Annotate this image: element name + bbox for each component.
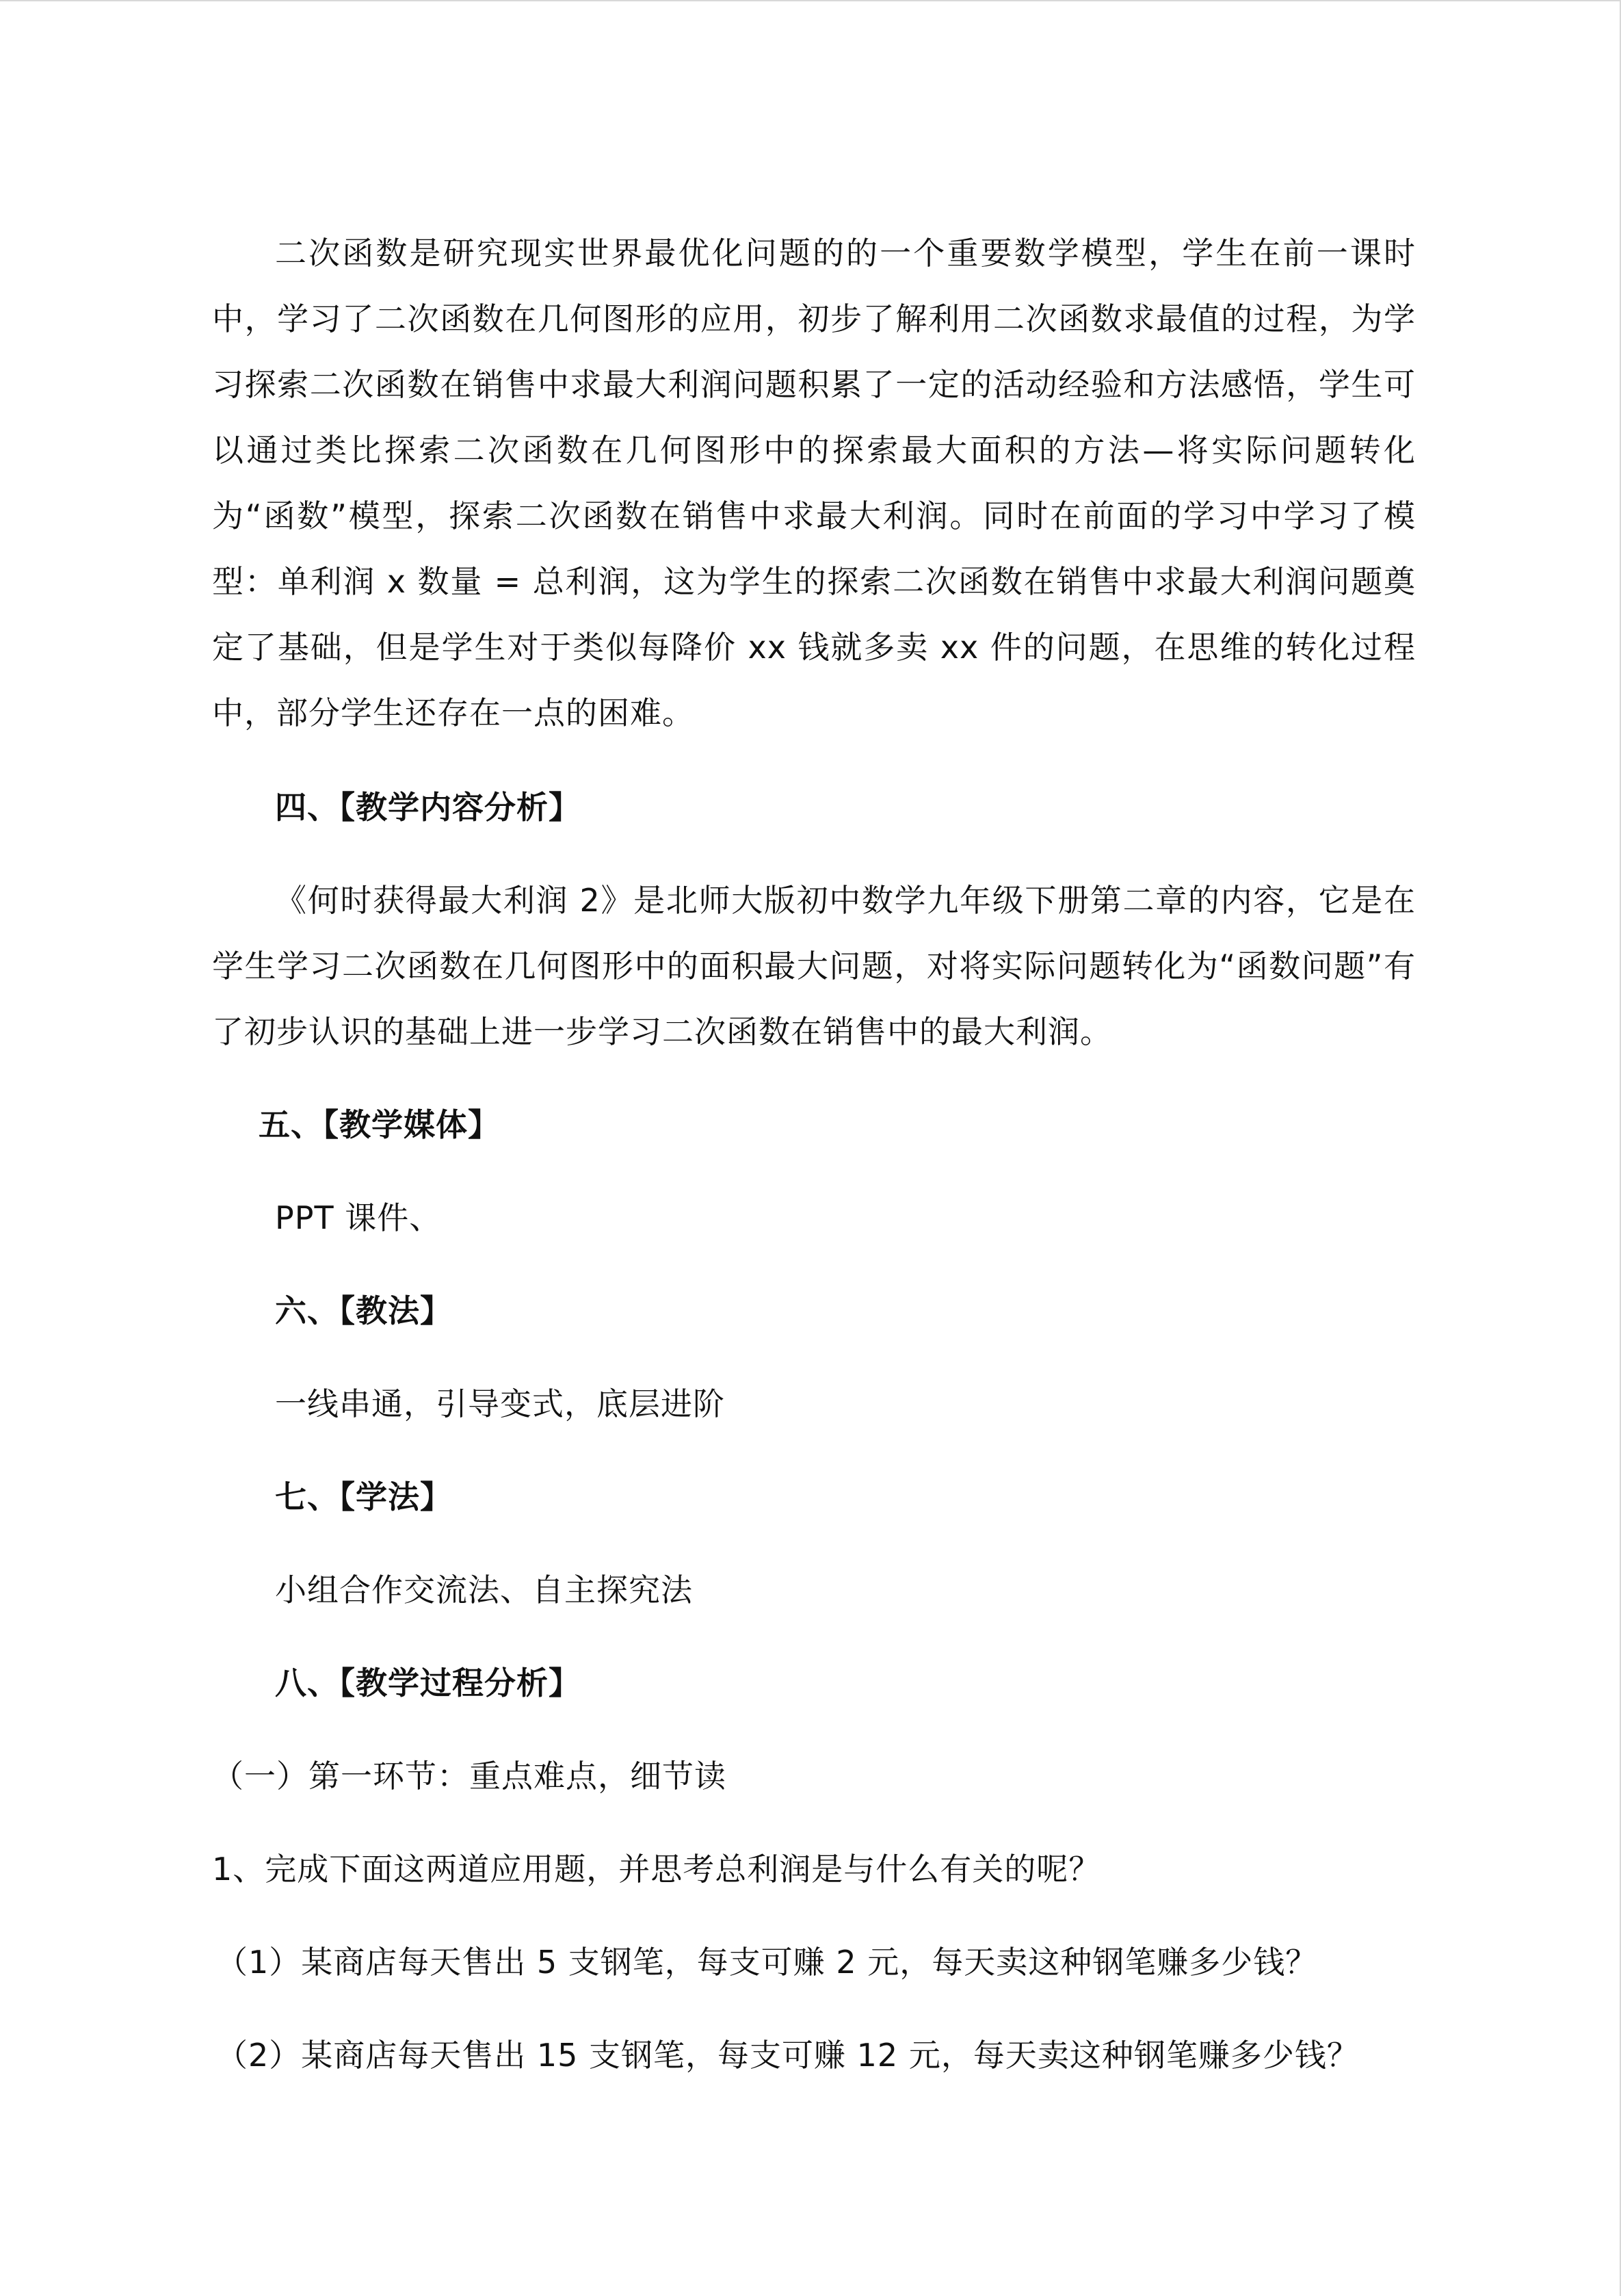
content-analysis-paragraph: 《何时获得最大利润 2》是北师大版初中数学九年级下册第二章的内容，它是在学生学习二次函数在几何图形中的面积最大问题，对将实际问题转化为“函数问题”有了初步认识的基础上进一步学习二次函数在销售中的最大利润。 (212, 882, 1416, 1050)
document-body (212, 220, 1416, 2115)
question-1-part-2: （2）某商店每天售出 15 支钢笔，每支可赚 12 元，每天卖这种钢笔赚多少钱？ (216, 2037, 1359, 2074)
teaching-method-text: 一线串通，引导变式，底层进阶 (275, 1385, 725, 1422)
section-8-heading: 八、【教学过程分析】 (275, 1665, 581, 1701)
section-7-heading: 七、【学法】 (275, 1478, 452, 1515)
section-4-heading: 四、【教学内容分析】 (275, 789, 581, 826)
media-text: PPT 课件、 (275, 1199, 442, 1236)
section-5-heading: 五、【教学媒体】 (259, 1106, 500, 1143)
step-1-title: （一）第一环节：重点难点，细节读 (212, 1758, 726, 1795)
intro-paragraph: 二次函数是研究现实世界最优化问题的的一个重要数学模型，学生在前一课时中，学习了二次函数在几何图形的应用，初步了解利用二次函数求最值的过程，为学习探索二次函数在销售中求最大利润问题积累了一定的活动经验和方法感悟，学生可以通过类比探索二次函数在几何图形中的探索最大面积的方法—将实际问题转化为“函数”模型，探索二次函数在销售中求最大利润。同时在前面的学习中学习了模型：单利润 x 数量 = 总利润，这为学生的探索二次函数在销售中求最大利润问题奠定了基础，但是学生对于类似每降价 xx 钱就多卖 xx 件的问题，在思维的转化过程中，部分学生还存在一点的困难。 (212, 235, 1416, 731)
section-6-heading: 六、【教法】 (275, 1292, 452, 1329)
question-1: 1、完成下面这两道应用题，并思考总利润是与什么有关的呢？ (212, 1851, 1101, 1888)
learning-method-text: 小组合作交流法、自主探究法 (275, 1571, 693, 1608)
question-1-part-1: （1）某商店每天售出 5 支钢笔，每支可赚 2 元，每天卖这种钢笔赚多少钱？ (216, 1944, 1318, 1981)
